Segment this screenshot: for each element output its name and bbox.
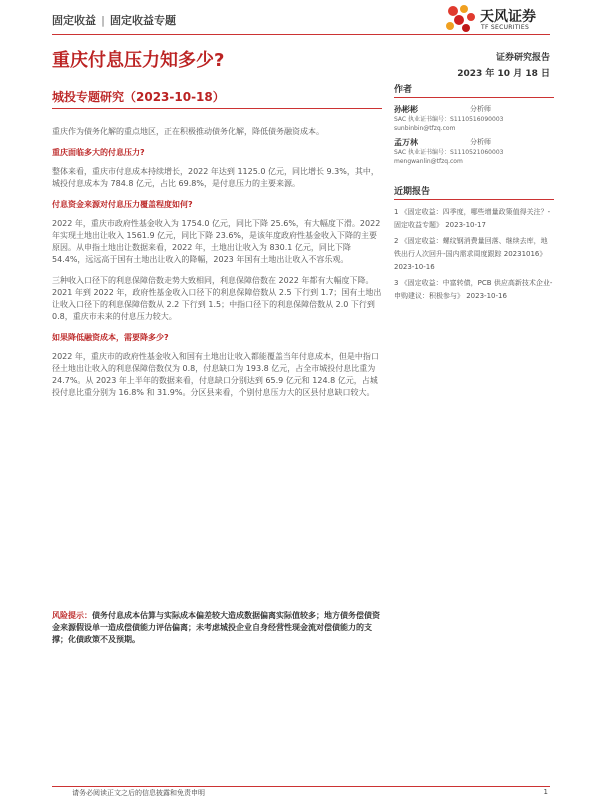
risk-warning <box>52 610 382 646</box>
section-heading: 重庆面临多大的付息压力? <box>52 148 145 157</box>
subtitle-divider <box>52 108 382 109</box>
brand-logo <box>444 4 554 34</box>
header-divider <box>52 34 550 35</box>
section-heading: 付息资金来源对付息压力覆盖程度如何? <box>52 200 193 209</box>
recent-reports <box>394 184 554 303</box>
section-paragraph: 2022 年，重庆市的政府性基金收入和国有土地出让收入都能覆盖当年付息成本，但是中指口径土地出让收入的利息保障倍数仅为 0.8，付息缺口为 193.8 亿元，占全市城投付息比重为 24.7%。从 2023 年上半年的数据来看，付息缺口分别达到 65.9 亿元和 124.8 亿元，占城投付息比重分别为 16.8% 和 31.9%。分区县来看，个别付息压力大的区县付息缺口较大。 <box>52 352 379 397</box>
author-email[interactable]: mengwanlin@tfzq.com <box>394 158 463 165</box>
report-type: 证券研究报告 <box>495 53 550 63</box>
report-subtitle: 城投专题研究（2023-10-18） <box>52 90 225 104</box>
author-sac: SAC 执业证书编号：S1110521060003 <box>394 149 504 156</box>
category-label: 固定收益 <box>52 14 96 27</box>
authors-heading: 作者 <box>394 82 554 98</box>
brand-name-en: TF SECURITIES <box>481 24 530 31</box>
page-footer <box>0 786 600 800</box>
section-paragraph: 2022 年，重庆市政府性基金收入为 1754.0 亿元，同比下降 25.6%，有大幅度下滑。2022 年实现土地出让收入 1561.9 亿元，同比下降 23.6%，是该年度政府性基金收入下降的主要原因。从申指土地出让数据来看，2022 年，土地出让收入为 830.1 亿元，同比下降 54.4%，远远高于国有土地出让收入的降幅，2023 年国有土地出让收入不容乐观。 <box>52 219 381 264</box>
main-body <box>52 126 382 408</box>
tf-logo-icon <box>444 4 478 34</box>
author-name: 孟万林 <box>394 138 418 147</box>
author-email[interactable]: sunbinbin@tfzq.com <box>394 125 456 132</box>
risk-text: 债务付息成本估算与实际成本偏差较大造成数据偏离实际值较多；地方债务偿债资金来源假设单一造成偿债能力评估偏离；未考虑城投企业自身经营性现金流对偿债能力的支撑；化债政策不及预期。 <box>52 611 380 644</box>
author-sac: SAC 执业证书编号：S1110516090003 <box>394 116 504 123</box>
section-heading: 如果降低融资成本，需要降多少? <box>52 333 169 342</box>
risk-label: 风险提示： <box>52 611 92 620</box>
author-name: 孙彬彬 <box>394 105 418 114</box>
section-paragraph: 三种收入口径下的利息保障倍数走势大致相同，利息保障倍数在 2022 年都有大幅度下降。2021 年到 2022 年，政府性基金收入口径下的利息保障倍数从 2.5 下行到 1.7；国有土地出让收入口径下的利息保障倍数从 2.2 下行到 1.5；中指口径下的利息保障倍数从 2.0 下行到 0.8，重庆市未来的付息压力较大。 <box>52 276 382 321</box>
recent-heading: 近期报告 <box>394 184 554 200</box>
author-role: 分析师 <box>470 138 491 146</box>
recent-report-item[interactable]: 1 《固定收益：四季度，哪些增量政策值得关注？-固定收益专题》 2023-10-17 <box>394 208 551 229</box>
intro-paragraph: 重庆作为债务化解的重点地区，正在积极推动债务化解，降低债务融资成本。 <box>52 127 324 136</box>
top-category-bar <box>52 12 176 28</box>
sidebar <box>394 82 554 306</box>
subcategory-label: 固定收益专题 <box>110 14 177 27</box>
page-number: 1 <box>543 788 548 796</box>
report-title: 重庆付息压力知多少? <box>52 50 225 71</box>
footer-disclaimer: 请务必阅读正文之后的信息披露和免责申明 <box>72 789 205 797</box>
footer-divider <box>52 786 550 787</box>
recent-report-item[interactable]: 2 《固定收益：螺纹钢消费量回落、继续去库，地铁出行人次回升-国内需求周度跟踪 20231016》 2023-10-16 <box>394 237 548 271</box>
brand-name: 天风证券 <box>480 9 536 25</box>
recent-report-item[interactable]: 3 《固定收益：中富转债，PCB 供应高新技术企业-申购建议：积极参与》 2023-10-16 <box>394 279 553 300</box>
section-paragraph: 整体来看，重庆市付息成本持续增长，2022 年达到 1125.0 亿元，同比增长 9.3%，其中，城投付息成本为 784.8 亿元，占比 69.8%，是付息压力的主要来源。 <box>52 167 379 188</box>
report-date: 2023 年 10 月 18 日 <box>457 69 550 79</box>
author-card <box>394 104 554 133</box>
category-separator: | <box>101 14 106 27</box>
author-role: 分析师 <box>470 105 491 113</box>
author-card <box>394 137 554 166</box>
